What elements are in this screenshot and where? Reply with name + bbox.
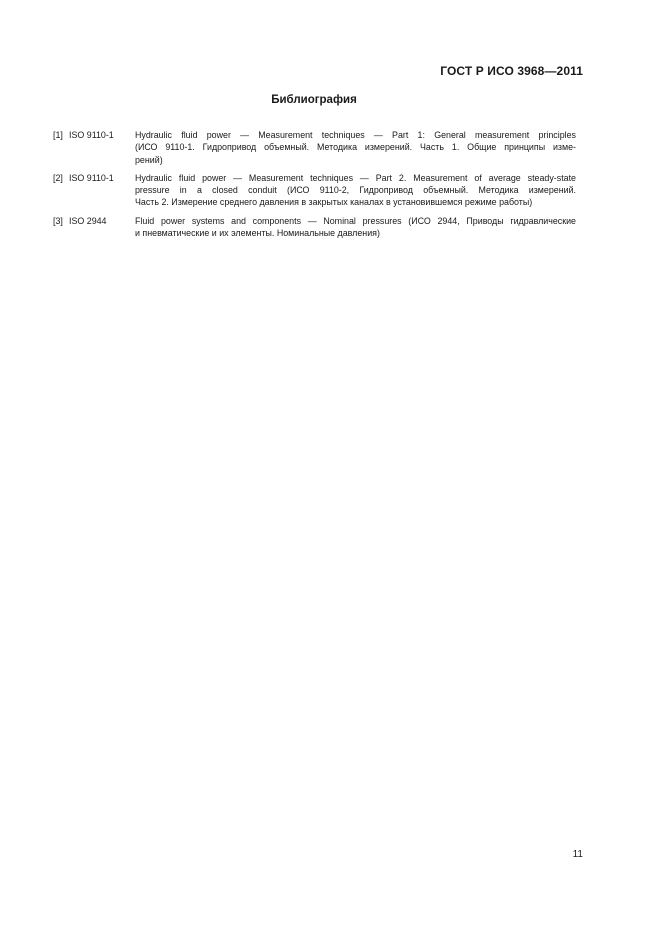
entry-line: pressure in a closed conduit (ИСО 9110-2, Гидропривод объемный. Методика измерений. [135,185,576,196]
entry-code: ISO 9110-1 [69,130,114,140]
bibliography-entry [53,172,576,209]
entry-line: Часть 2. Измерение среднего давления в закрытых каналах в установившемся режиме работы) [135,197,533,208]
entry-code: ISO 2944 [69,215,107,226]
bibliography-entry [53,129,576,166]
entry-line: рений) [135,154,163,165]
entry-text [135,172,576,209]
entry-number: [2] [53,172,63,183]
entry-line: Hydraulic fluid power — Measurement techniques — Part 2. Measurement of average steady-state [135,172,576,183]
entry-line: и пневматические и их элементы. Номинальные давления) [135,228,380,239]
entry-line: Fluid power systems and components — Nominal pressures (ИСО 2944, Приводы гидравлические [135,215,576,226]
entry-line: (ИСО 9110-1. Гидропривод объемный. Методика измерений. Часть 1. Общие принципы изме- [135,142,576,153]
bibliography-entry [53,215,576,240]
entry-number: [1] [53,130,63,140]
entry-number: [3] [53,215,63,226]
section-title: Библиография [271,94,357,106]
entry-line: Hydraulic fluid power — Measurement techniques — Part 1: General measurement principles [135,130,576,140]
bibliography-list [53,129,576,245]
entry-text [135,215,576,240]
entry-code: ISO 9110-1 [69,172,114,183]
page-number: 11 [572,849,583,860]
entry-text [135,129,576,166]
standard-designation: ГОСТ Р ИСО 3968—2011 [440,64,583,78]
